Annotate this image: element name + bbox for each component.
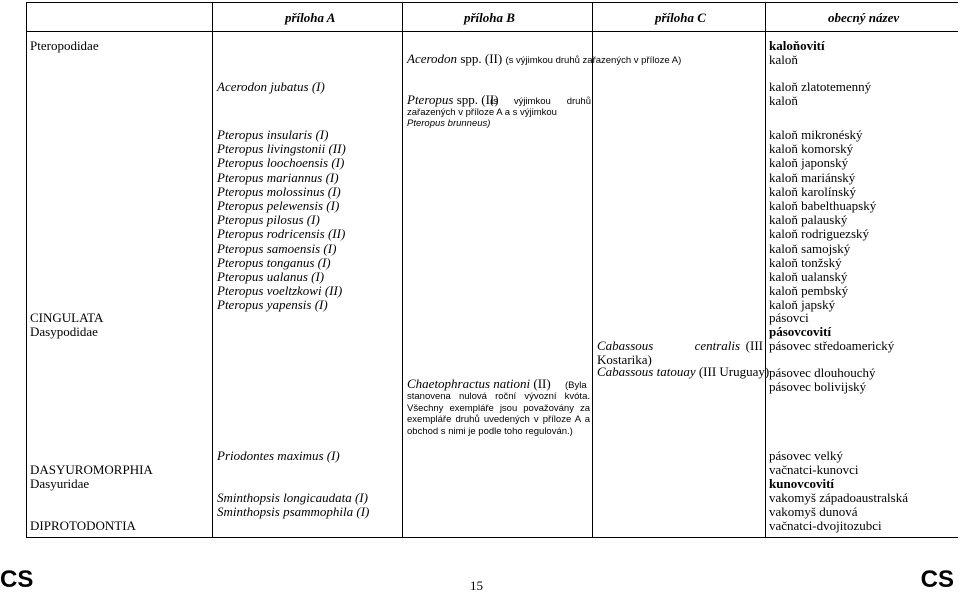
common-name: kaloň mariánský [769, 169, 856, 185]
taxon-dasypodidae: Dasypodidae [30, 324, 98, 339]
common-name: kaloň tonžský [769, 254, 842, 270]
table-bottom-border [26, 537, 958, 538]
header-appendix-c: příloha C [655, 10, 706, 25]
table-border-left [26, 2, 27, 538]
table-top-border [26, 2, 958, 3]
species-item: Pteropus molossinus (I) [217, 183, 341, 199]
common-name: pásovec středoamerický [769, 338, 895, 353]
entry-note: (s výjimkou druhů zařazených v příloze A a s výjimkou [407, 96, 591, 118]
entry-acerodon-spp [407, 52, 681, 66]
species-item: Pteropus rodricensis (II) [217, 226, 346, 242]
common-name: kaloň ualanský [769, 269, 848, 285]
common-name-list [769, 128, 876, 313]
common-name: kaloň mikronéský [769, 127, 863, 142]
species-item: Pteropus insularis (I) [217, 127, 329, 142]
common-name: pásovec bolivijský [769, 379, 867, 394]
common-name: kaloň babelthuapský [769, 198, 877, 214]
header-appendix-a: příloha A [285, 10, 336, 25]
column-divider [765, 2, 766, 538]
common-name: kaloň pembský [769, 283, 849, 299]
entry-note: (Byla stanovena nulová roční vývozní kvóta. Všechny exempláře jsou považovány za exempláře druhů uvedených v příloze A a obchod s nimi je podle toho regulován.) [407, 380, 590, 437]
species-item: Pteropus voeltzkowi (II) [217, 283, 343, 299]
common-name: vačnatci-dvojitozubci [769, 518, 882, 533]
species-note: (III [745, 338, 763, 353]
common-name: kaloň komorský [769, 141, 854, 157]
common-name: kaloňovití [769, 38, 825, 53]
common-name: kaloň japský [769, 297, 836, 313]
taxon-pteropodidae: Pteropodidae [30, 38, 99, 53]
species-sminthopsis-psammophila: Sminthopsis psammophila (I) [217, 504, 370, 519]
species-item: Pteropus tonganus (I) [217, 254, 331, 270]
entry-note: (s výjimkou druhů zařazených v příloze A) [505, 55, 682, 66]
common-name: pásovci [769, 310, 809, 325]
species-item: Pteropus samoensis (I) [217, 240, 337, 256]
species-pteropus-list [217, 128, 346, 313]
common-name: kaloň palauský [769, 212, 848, 228]
entry-note-italic: Pteropus brunneus) [407, 118, 491, 129]
species-sminthopsis-longicaudata: Sminthopsis longicaudata (I) [217, 490, 368, 505]
common-name: vakomyš západoaustralská [769, 490, 908, 505]
species-note: Kostarika) [597, 352, 652, 367]
common-name: kaloň [769, 52, 798, 67]
column-divider [592, 2, 593, 538]
footer-language-code-right: CS [920, 566, 954, 593]
common-name: kaloň samojský [769, 240, 851, 256]
species-appendix: (II) [533, 376, 551, 391]
species-item: Pteropus ualanus (I) [217, 269, 325, 285]
footer-language-code-left: CS [0, 566, 34, 593]
entry-cabassous-tatouay [597, 365, 769, 379]
species-item: Pteropus livingstonii (II) [217, 141, 346, 157]
species-priodontes-maximus: Priodontes maximus (I) [217, 448, 340, 463]
species-item: Pteropus yapensis (I) [217, 297, 328, 313]
common-name: kaloň karolínský [769, 183, 857, 199]
common-name: kaloň rodriguezský [769, 226, 870, 242]
header-bottom-border [26, 31, 958, 32]
species-name: Cabassous centralis [597, 338, 741, 353]
header-common-name: obecný název [828, 10, 900, 25]
common-name: pásovcovití [769, 324, 832, 339]
common-name: pásovec dlouhouchý [769, 365, 876, 380]
taxon-dasyuridae: Dasyuridae [30, 476, 90, 491]
species-note: (III Uruguay) [698, 364, 770, 379]
species-item: Pteropus loochoensis (I) [217, 155, 345, 171]
species-name: Chaetophractus nationi [407, 376, 531, 391]
species-item: Pteropus mariannus (I) [217, 169, 339, 185]
page-number: 15 [470, 578, 483, 593]
common-name: kunovcovití [769, 476, 835, 491]
genus-name: Pteropus [407, 92, 454, 107]
species-item: Pteropus pilosus (I) [217, 212, 320, 228]
column-divider [212, 2, 213, 538]
common-name: kaloň japonský [769, 155, 849, 171]
taxon-cingulata: CINGULATA [30, 310, 104, 325]
species-acerodon-jubatus: Acerodon jubatus (I) [217, 79, 325, 94]
genus-appendix: spp. (II) [460, 51, 503, 66]
genus-name: Acerodon [407, 51, 458, 66]
common-name: kaloň zlatotemenný [769, 79, 872, 94]
species-name: Cabassous tatouay [597, 364, 696, 379]
header-appendix-b: příloha B [464, 10, 515, 25]
common-name: vačnatci-kunovci [769, 462, 859, 477]
common-name: pásovec velký [769, 448, 844, 463]
taxon-diprotodontia: DIPROTODONTIA [30, 518, 136, 533]
column-divider [402, 2, 403, 538]
common-name: kaloň [769, 93, 798, 108]
species-item: Pteropus pelewensis (I) [217, 198, 340, 214]
genus-appendix: spp. (II) [456, 92, 499, 107]
taxon-dasyuromorphia: DASYUROMORPHIA [30, 462, 153, 477]
common-name: vakomyš dunová [769, 504, 858, 519]
